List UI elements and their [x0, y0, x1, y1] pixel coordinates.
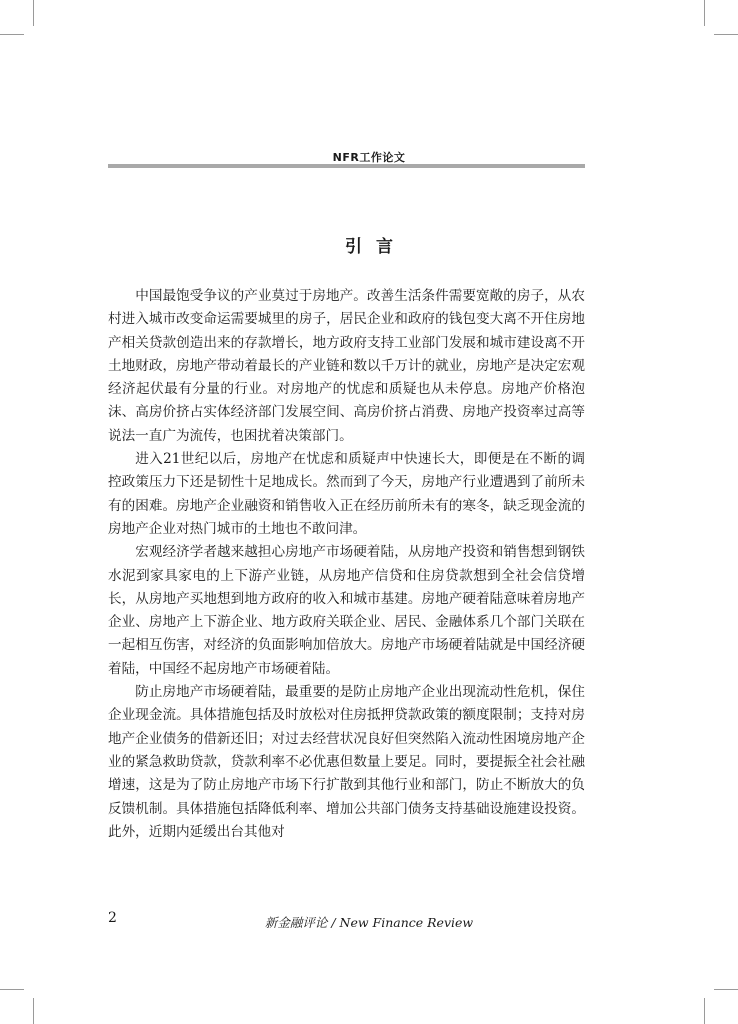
running-head: NFR工作论文: [332, 151, 406, 164]
crop-mark-bottom-right: [704, 998, 705, 1024]
header-rule: [108, 164, 585, 168]
crop-mark-top-left: [33, 0, 34, 26]
crop-mark-bottom-left-h: [0, 989, 24, 990]
page-number: 2: [108, 910, 117, 926]
paragraph: 宏观经济学者越来越担心房地产市场硬着陆，从房地产投资和销售想到钢铁水泥到家具家电的上下游产业链，从房地产信贷和住房贷款想到全社会信贷增长，从房地产买地想到地方政府的收入和城市基建。房地产硬着陆意味着房地产企业、房地产上下游企业、地方政府关联企业、居民、金融体系几个部门关联在一起相互伤害，对经济的负面影响加倍放大。房地产市场硬着陆就是中国经济硬着陆，中国经不起房地产市场硬着陆。: [108, 544, 585, 677]
crop-mark-top-right-h: [714, 34, 738, 35]
journal-name: 新金融评论 / New Finance Review: [264, 915, 474, 930]
paragraph: 中国最饱受争议的产业莫过于房地产。改善生活条件需要宽敞的房子，从农村进入城市改变命运需要城里的房子，居民企业和政府的钱包变大离不开住房地产相关贷款创造出来的存款增长，地方政府支持工业部门发展和城市建设离不开土地财政，房地产带动着最长的产业链和数以千万计的就业，房地产是决定宏观经济起伏最有分量的行业。对房地产的忧虑和质疑也从未停息。房地产价格泡沫、高房价挤占实体经济部门发展空间、高房价挤占消费、房地产投资率过高等说法一直广为流传，也困扰着决策部门。: [108, 288, 585, 444]
crop-mark-top-left-h: [0, 34, 24, 35]
paragraph: 进入21世纪以后，房地产在忧虑和质疑声中快速长大，即便是在不断的调控政策压力下还是韧性十足地成长。然而到了今天，房地产行业遭遇到了前所未有的困难。房地产企业融资和销售收入正在经历前所未有的寒冬，缺乏现金流的房地产企业对热门城市的土地也不敢问津。: [108, 451, 585, 537]
section-title: 引言: [345, 237, 407, 257]
body-text: [108, 285, 585, 844]
paragraph: 防止房地产市场硬着陆，最重要的是防止房地产企业出现流动性危机，保住企业现金流。具体措施包括及时放松对住房抵押贷款政策的额度限制；支持对房地产企业债务的借新还旧；对过去经营状况良好但突然陷入流动性困境房地产企业的紧急救助贷款，贷款利率不必优惠但数量上要足。同时，要提振全社会社融增速，这是为了防止房地产市场下行扩散到其他行业和部门，防止不断放大的负反馈机制。具体措施包括降低利率、增加公共部门债务支持基础设施建设投资。此外，近期内延缓出台其他对: [108, 684, 585, 840]
crop-mark-bottom-right-h: [714, 989, 738, 990]
crop-mark-top-right: [704, 0, 705, 26]
crop-mark-bottom-left: [33, 998, 34, 1024]
